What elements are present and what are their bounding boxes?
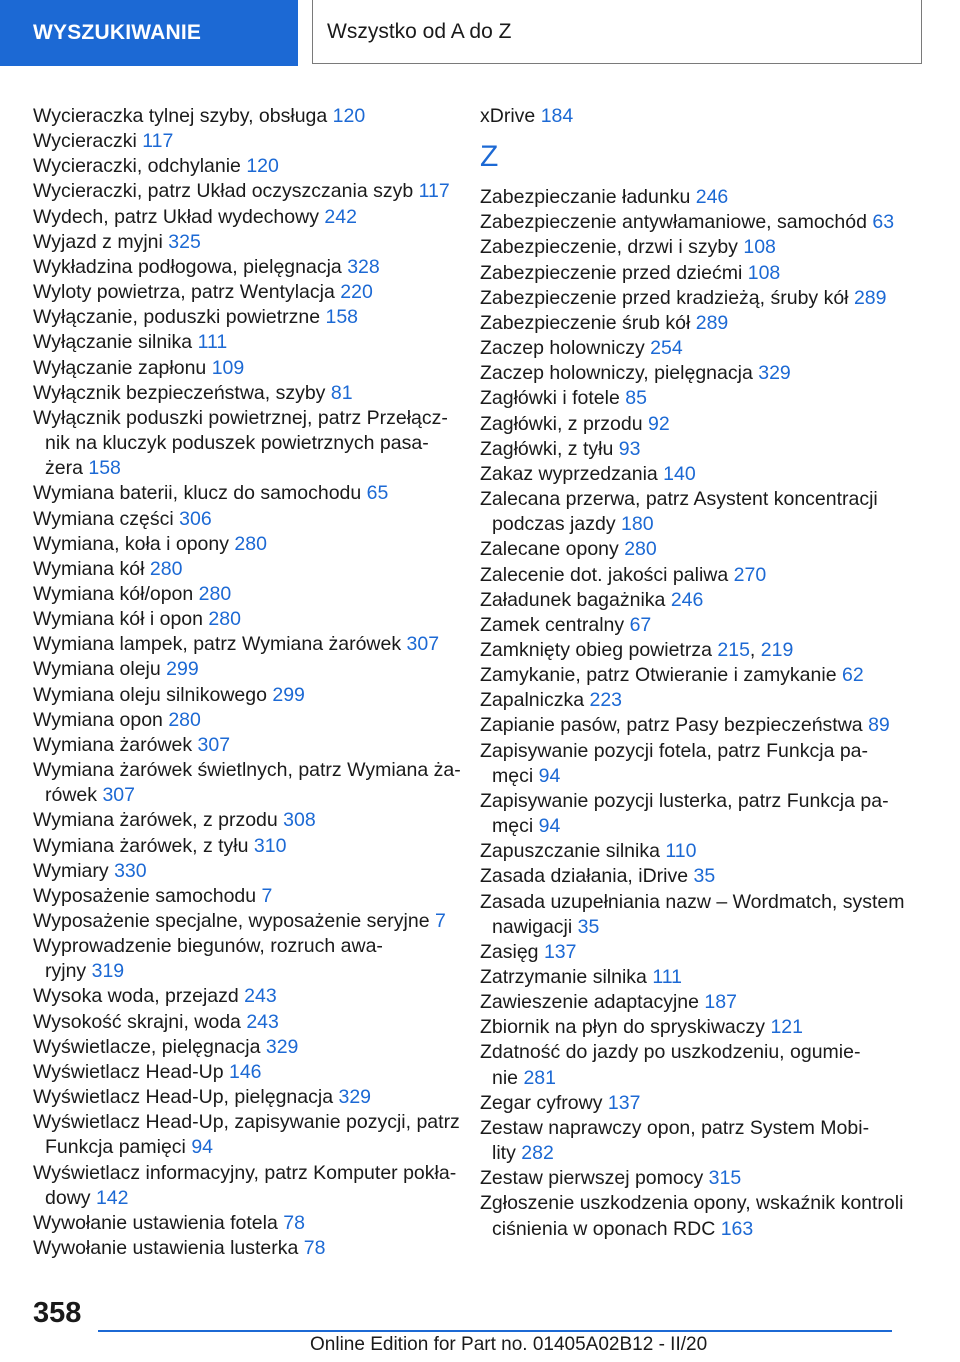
index-entry — [33, 934, 463, 984]
index-entry — [480, 663, 920, 688]
page-link[interactable]: 310 — [253, 834, 287, 857]
index-entry — [480, 688, 920, 713]
page-link[interactable]: 94 — [538, 764, 561, 787]
entry-text: rówek — [45, 784, 98, 807]
index-entry — [33, 305, 463, 330]
page-link[interactable]: 280 — [624, 538, 657, 561]
entry-text: Zabezpieczanie ładunku — [480, 186, 691, 209]
page-link[interactable]: 215 — [717, 638, 750, 661]
index-entry — [33, 356, 463, 381]
entry-text: Zawieszenie adaptacyjne — [480, 991, 699, 1014]
index-entry — [480, 1040, 920, 1090]
page-link[interactable]: 220 — [340, 281, 373, 304]
page-link[interactable]: 328 — [347, 255, 380, 278]
page-link[interactable]: 137 — [607, 1091, 641, 1114]
entry-text: Zestaw pierwszej pomocy — [480, 1167, 704, 1190]
entry-text: ryjny — [45, 960, 87, 983]
entry-text: Zaczep holowniczy — [480, 337, 645, 360]
top-bar — [0, 0, 960, 66]
entry-text: męci — [492, 764, 534, 787]
index-entry — [33, 179, 463, 204]
page-link[interactable]: 65 — [366, 482, 389, 505]
page-link[interactable]: 109 — [211, 356, 245, 379]
entry-text: Zabezpieczenie przed kradzieżą, śruby kół — [480, 286, 849, 309]
entry-text: Wyświetlacz Head-Up — [33, 1060, 224, 1083]
entry-text: Funkcja pamięci — [45, 1136, 186, 1159]
index-entry — [480, 864, 920, 889]
page-link[interactable]: 7 — [434, 910, 446, 932]
index-entry — [33, 230, 463, 255]
entry-text: Wymiana opon — [33, 708, 163, 731]
index-entry — [480, 210, 920, 235]
page-link[interactable]: 7 — [261, 884, 273, 907]
page-link[interactable]: 78 — [283, 1211, 305, 1234]
page-link[interactable]: 117 — [142, 130, 174, 153]
entry-text: Zapalniczka — [480, 689, 585, 712]
index-entry — [480, 361, 920, 386]
page-link[interactable]: 94 — [538, 815, 561, 838]
entry-text: nawigacji — [492, 915, 573, 938]
entry-text: Zamek centralny — [480, 613, 625, 636]
page-link[interactable]: 121 — [770, 1016, 803, 1039]
page-link[interactable]: 307 — [406, 633, 440, 656]
index-entry — [480, 713, 920, 738]
index-entry — [480, 965, 920, 990]
index-entry — [480, 336, 920, 361]
entry-text: Zabezpieczenie przed dziećmi — [480, 261, 743, 284]
index-entry — [33, 129, 463, 154]
page-link[interactable]: 219 — [760, 638, 794, 661]
page-link[interactable]: 146 — [228, 1060, 262, 1083]
page-link[interactable]: 242 — [324, 205, 357, 228]
entry-text: Wyposażenie specjalne, wyposażenie seryjne — [33, 910, 430, 932]
page-link[interactable]: 35 — [693, 865, 716, 888]
entry-text: Zatrzymanie silnika — [480, 966, 647, 988]
entry-text: Zasada działania, iDrive — [480, 865, 689, 888]
page-link[interactable]: 158 — [325, 306, 359, 329]
index-entry — [33, 532, 463, 557]
entry-text: Zagłówki, z przodu — [480, 412, 643, 435]
entry-text: Wydech, patrz Układ wydechowy — [33, 205, 319, 228]
page-link[interactable]: 35 — [577, 915, 600, 938]
entry-text: Wymiana lampek, patrz Wymiana żarówek — [33, 633, 402, 656]
index-entry — [33, 381, 463, 406]
index-entry — [33, 280, 463, 305]
index-entry — [33, 205, 463, 230]
entry-text: Wywołanie ustawienia lusterka — [33, 1237, 299, 1260]
entry-text: Zapuszczanie silnika — [480, 840, 660, 863]
page-link[interactable]: 187 — [704, 991, 737, 1014]
entry-text: Wyświetlacz informacyjny, patrz Komputer pokła- — [33, 1161, 457, 1184]
entry-text: Zamknięty obieg powietrza — [480, 638, 712, 661]
footer-divider — [98, 1330, 892, 1332]
index-entry — [33, 406, 463, 481]
index-entry — [33, 1035, 463, 1060]
index-entry — [480, 890, 920, 940]
index-column-right — [480, 104, 920, 1242]
entry-text: xDrive — [480, 105, 536, 127]
entry-text: Wyświetlacze, pielęgnacja — [33, 1035, 261, 1058]
entry-text: Zagłówki i fotele — [480, 387, 620, 410]
index-entry — [33, 1060, 463, 1085]
entry-text: Zalecana przerwa, patrz Asystent koncentracji — [480, 488, 878, 511]
index-entry — [480, 839, 920, 864]
entry-text: Wymiana żarówek, z przodu — [33, 809, 278, 832]
index-list-z — [480, 185, 920, 1242]
index-entry — [480, 563, 920, 588]
entry-text: Zdatność do jazdy po uszkodzeniu, ogumie- — [480, 1041, 861, 1064]
entry-text: Wymiana baterii, klucz do samochodu — [33, 482, 362, 505]
page-link[interactable]: 243 — [244, 985, 277, 1008]
page-link[interactable]: 140 — [663, 462, 696, 485]
page-link[interactable]: 223 — [589, 689, 623, 712]
page-link[interactable]: 329 — [338, 1086, 372, 1109]
index-entry — [480, 789, 920, 839]
entry-text: nik na kluczyk poduszek powietrznych pasa- — [45, 432, 429, 455]
entry-text: Wysoka woda, przejazd — [33, 985, 239, 1008]
entry-text: Zapisywanie pozycji lusterka, patrz Funkcja pa- — [480, 789, 889, 812]
page-link[interactable]: 246 — [695, 186, 729, 209]
index-entry — [33, 1236, 463, 1261]
index-entry — [480, 386, 920, 411]
index-entry — [33, 154, 463, 179]
entry-text: żera — [45, 457, 83, 480]
page-link[interactable]: 78 — [303, 1237, 326, 1260]
index-entry — [33, 708, 463, 733]
index-entry — [33, 657, 463, 682]
entry-text: Zaczep holowniczy, pielęgnacja — [480, 362, 753, 385]
index-entry — [480, 261, 920, 286]
page-link[interactable]: 163 — [720, 1217, 754, 1240]
entry-text: nie — [492, 1066, 519, 1089]
entry-text: Wyłączanie silnika — [33, 331, 193, 354]
entry-text: Wyposażenie samochodu — [33, 884, 257, 907]
entry-text: Zabezpieczenie śrub kół — [480, 311, 691, 334]
index-entry — [480, 1015, 920, 1040]
page-link[interactable]: 85 — [625, 387, 647, 410]
index-entry — [480, 235, 920, 260]
index-column-left — [33, 104, 463, 1261]
entry-text: Wymiary — [33, 859, 109, 882]
page-link[interactable]: 108 — [743, 236, 776, 259]
page-link[interactable]: 289 — [853, 286, 887, 309]
index-entry — [33, 884, 463, 909]
page-link[interactable]: 281 — [523, 1066, 556, 1089]
entry-text: Zegar cyfrowy — [480, 1091, 603, 1114]
page-link[interactable]: 329 — [758, 362, 791, 385]
index-entry — [33, 330, 463, 355]
entry-text: Wymiana kół i opon — [33, 608, 203, 631]
tab-a-to-z[interactable]: Wszystko od A do Z — [312, 0, 922, 64]
index-entry — [33, 1211, 463, 1236]
page-link[interactable]: 280 — [234, 532, 267, 555]
page-link[interactable]: 280 — [149, 557, 183, 580]
page-link[interactable]: 137 — [543, 940, 577, 963]
tab-search[interactable]: WYSZUKIWANIE — [0, 0, 298, 66]
entry-text: Wymiana żarówek — [33, 733, 193, 756]
index-entry — [33, 859, 463, 884]
page-link[interactable]: 120 — [246, 155, 279, 178]
page-link[interactable]: 111 — [652, 966, 682, 988]
entry-text: Wymiana kół/opon — [33, 582, 194, 605]
index-entry — [480, 1191, 920, 1241]
entry-text: Wymiana kół — [33, 557, 145, 580]
page-link[interactable]: 299 — [166, 658, 199, 681]
page-link[interactable]: 67 — [629, 613, 652, 636]
index-entry — [480, 487, 920, 537]
index-entry — [33, 582, 463, 607]
entry-text: Wymiana oleju — [33, 658, 161, 681]
entry-text: Wycieraczka tylnej szyby, obsługa — [33, 105, 328, 127]
entry-text: ciśnienia w oponach RDC — [492, 1217, 716, 1240]
page-link[interactable]: 307 — [102, 784, 135, 807]
index-entry — [480, 537, 920, 562]
index-entry — [480, 104, 920, 129]
entry-text: Wymiana, koła i opony — [33, 532, 229, 555]
index-entry — [33, 481, 463, 506]
entry-text: Zamykanie, patrz Otwieranie i zamykanie — [480, 664, 837, 687]
page-link[interactable]: 254 — [650, 337, 683, 360]
page-link[interactable]: 246 — [670, 588, 704, 611]
entry-text: Wysokość skrajni, woda — [33, 1010, 241, 1033]
index-entry: Zamknięty obieg powietrza 215, 219 — [480, 638, 794, 661]
index-entry — [33, 683, 463, 708]
entry-text: Wycieraczki — [33, 130, 137, 153]
entry-text: Zagłówki, z tyłu — [480, 437, 614, 460]
page-link[interactable]: 289 — [695, 311, 729, 334]
entry-text: męci — [492, 815, 534, 838]
page-link[interactable]: 89 — [868, 714, 890, 737]
page-link[interactable]: 315 — [708, 1167, 742, 1190]
entry-text: Wyprowadzenie biegunów, rozruch awa- — [33, 935, 383, 958]
entry-text: podczas jazdy — [492, 513, 616, 536]
index-entry — [33, 1010, 463, 1035]
page-link[interactable]: 299 — [272, 683, 305, 706]
index-entry — [480, 588, 920, 613]
page-number: 358 — [33, 1297, 82, 1329]
index-entry — [33, 557, 463, 582]
entry-text: Wyłączanie, poduszki powietrzne — [33, 306, 321, 329]
page-link[interactable]: 62 — [841, 664, 864, 687]
page-link[interactable]: 108 — [747, 261, 781, 284]
entry-text: Wymiana części — [33, 507, 174, 530]
index-entry — [33, 607, 463, 632]
page-link[interactable]: 307 — [197, 733, 231, 756]
page-link[interactable]: 92 — [648, 412, 670, 435]
page-link[interactable]: 280 — [208, 608, 241, 631]
index-entry — [480, 739, 920, 789]
footer-edition — [310, 1334, 707, 1356]
page-link[interactable]: 63 — [872, 211, 895, 234]
index-entry — [33, 1110, 463, 1160]
entry-text: Zasada uzupełniania nazw – Wordmatch, system — [480, 890, 905, 913]
page-link[interactable]: 325 — [168, 230, 201, 253]
page-link[interactable]: 93 — [618, 437, 641, 460]
page-link[interactable]: 117 — [418, 180, 450, 203]
entry-text: dowy — [45, 1186, 91, 1209]
page-link[interactable]: 243 — [246, 1010, 279, 1033]
index-entry — [480, 185, 920, 210]
footer-text: Online Edition for Part no. 01405A02B12 - II/20 — [310, 1334, 708, 1355]
index-entry — [33, 733, 463, 758]
entry-text: Wyświetlacz Head-Up, pielęgnacja — [33, 1086, 334, 1109]
index-entry — [33, 758, 463, 808]
entry-text: Zapisywanie pozycji fotela, patrz Funkcja pa- — [480, 739, 869, 762]
page-link[interactable]: 319 — [91, 960, 125, 983]
entry-text: Załadunek bagażnika — [480, 588, 666, 611]
page-link[interactable]: 142 — [95, 1186, 129, 1209]
index-entry — [33, 632, 463, 657]
index-entry — [33, 984, 463, 1009]
page-link[interactable]: 94 — [191, 1136, 214, 1159]
page-link[interactable]: 329 — [265, 1035, 299, 1058]
index-entry — [33, 1161, 463, 1211]
page-link[interactable]: 180 — [621, 513, 654, 536]
page-link[interactable]: 158 — [88, 457, 121, 480]
entry-text: Zabezpieczenie, drzwi i szyby — [480, 236, 738, 259]
index-entry — [480, 990, 920, 1015]
index-entry — [33, 507, 463, 532]
page-link[interactable]: 330 — [114, 859, 147, 882]
entry-text: lity — [492, 1142, 516, 1165]
page-link[interactable]: 184 — [540, 105, 574, 127]
letter-heading: Z — [480, 140, 499, 174]
entry-text: Zalecane opony — [480, 538, 619, 561]
entry-text: Wyłączanie zapłonu — [33, 356, 207, 379]
entry-text: Wymiana żarówek, z tyłu — [33, 834, 249, 857]
page-link[interactable]: 306 — [179, 507, 212, 530]
page-link[interactable]: 282 — [521, 1142, 554, 1165]
page-link[interactable]: 270 — [733, 563, 767, 586]
entry-text: Wykładzina podłogowa, pielęgnacja — [33, 255, 342, 278]
index-entry — [33, 808, 463, 833]
index-entry — [33, 255, 463, 280]
index-entry — [480, 412, 920, 437]
entry-text: Zestaw naprawczy opon, patrz System Mobi- — [480, 1116, 870, 1139]
entry-text: Wywołanie ustawienia fotela — [33, 1211, 278, 1234]
page-link[interactable]: 120 — [332, 105, 366, 127]
entry-text: Wycieraczki, patrz Układ oczyszczania szyb — [33, 180, 414, 203]
entry-text: Wyloty powietrza, patrz Wentylacja — [33, 281, 335, 304]
entry-text: Wymiana oleju silnikowego — [33, 683, 267, 706]
entry-text: Zabezpieczenie antywłamaniowe, samochód — [480, 211, 867, 234]
index-entry — [480, 437, 920, 462]
page-link[interactable]: 81 — [330, 381, 353, 404]
entry-text: Zakaz wyprzedzania — [480, 462, 658, 485]
index-entry — [480, 1091, 920, 1116]
entry-text: Wycieraczki, odchylanie — [33, 155, 241, 178]
entry-text: Wyświetlacz Head-Up, zapisywanie pozycji, patrz — [33, 1111, 460, 1134]
page-link[interactable]: 308 — [283, 809, 316, 832]
entry-text: Wyjazd z myjni — [33, 230, 163, 253]
entry-text: Zapianie pasów, patrz Pasy bezpieczeństwa — [480, 714, 863, 737]
entry-text: Wymiana żarówek świetlnych, patrz Wymiana ża- — [33, 759, 461, 782]
index-entry — [480, 311, 920, 336]
page-link[interactable]: 280 — [198, 582, 232, 605]
index-entry — [480, 286, 920, 311]
index-entry — [480, 613, 920, 638]
index-entry — [33, 1085, 463, 1110]
entry-text: Zalecenie dot. jakości paliwa — [480, 563, 729, 586]
index-entry — [33, 834, 463, 859]
index-entry — [480, 940, 920, 965]
index-entry — [33, 104, 463, 129]
index-entry — [33, 909, 463, 934]
entry-text: Wyłącznik bezpieczeństwa, szyby — [33, 381, 326, 404]
index-entry — [480, 1116, 920, 1166]
page-link[interactable]: 280 — [168, 708, 201, 731]
index-entry — [480, 462, 920, 487]
entry-text: Zgłoszenie uszkodzenia opony, wskaźnik kontroli — [480, 1192, 904, 1215]
page-link[interactable]: 111 — [197, 331, 228, 354]
entry-text: Zbiornik na płyn do spryskiwaczy — [480, 1016, 766, 1039]
entry-text: Wyłącznik poduszki powietrznej, patrz Przełącz- — [33, 406, 448, 429]
index-entry — [480, 1166, 920, 1191]
entry-text: Zasięg — [480, 940, 539, 963]
page-link[interactable]: 110 — [665, 840, 697, 863]
